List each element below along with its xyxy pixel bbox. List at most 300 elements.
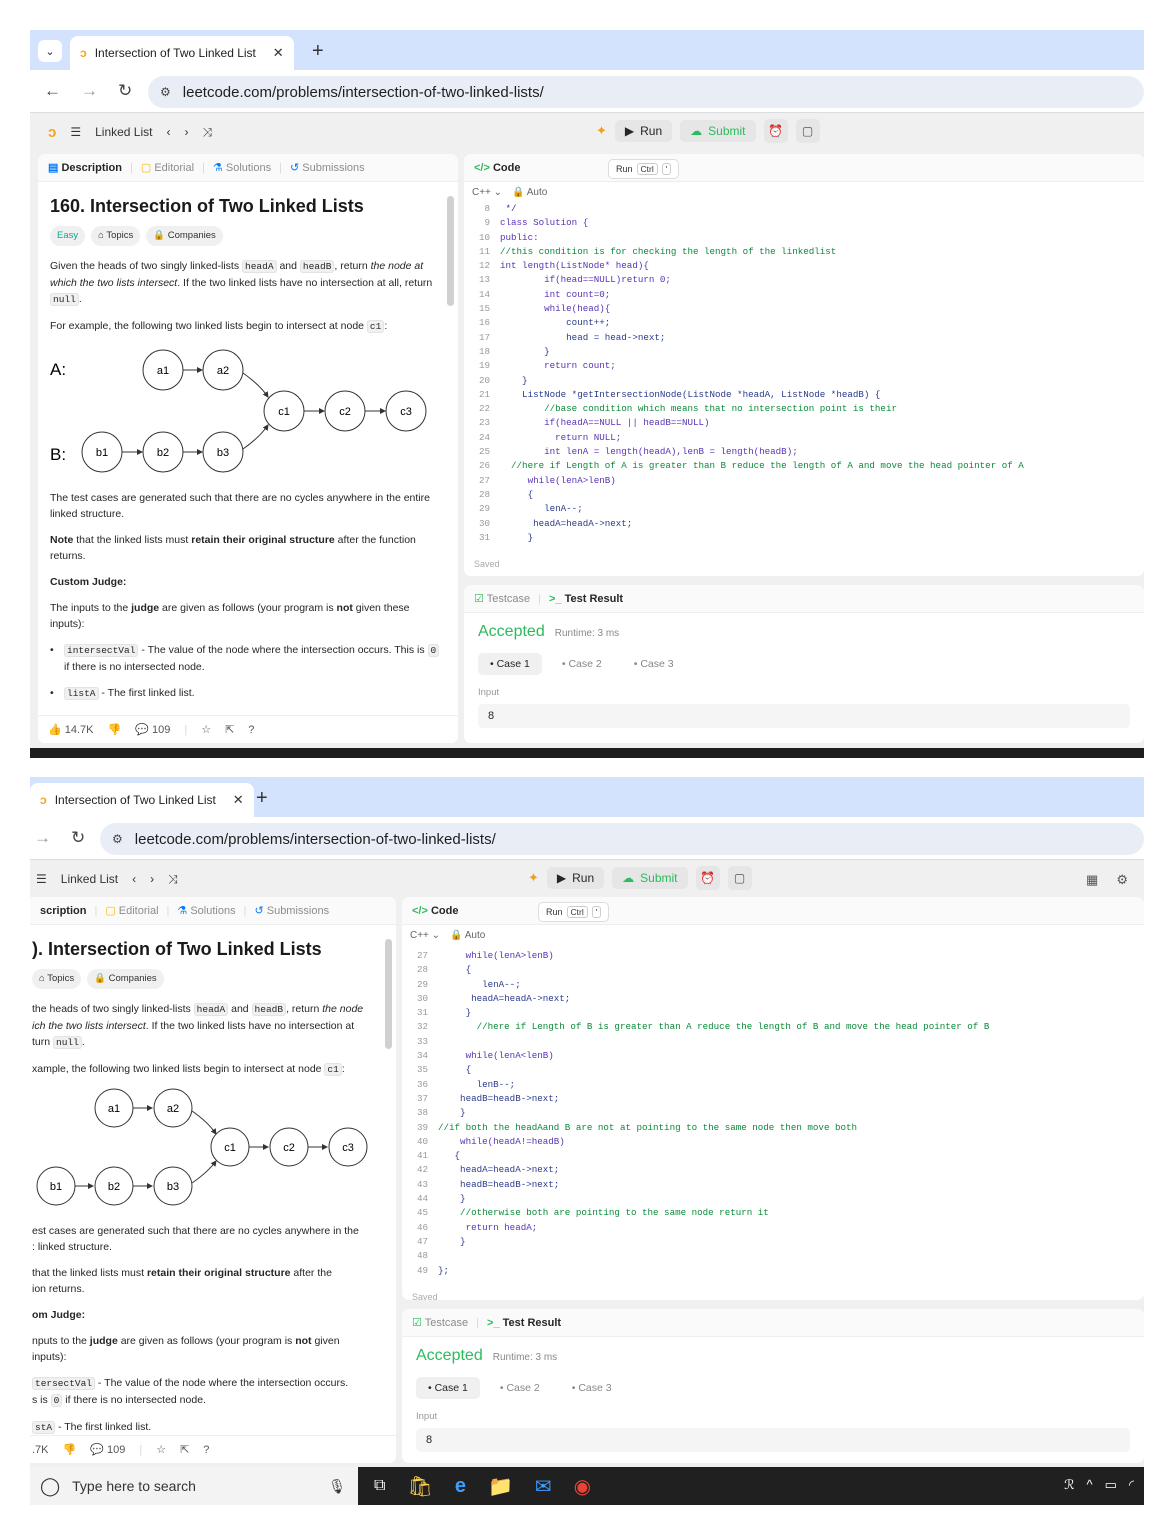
code-line: [464, 345, 1144, 359]
back-arrow-icon[interactable]: ←: [44, 81, 61, 100]
code-editor[interactable]: [402, 949, 1144, 1278]
saved-status: Saved: [412, 1291, 438, 1300]
test-result-panel: [402, 1309, 1144, 1463]
code-line: [464, 273, 1144, 287]
star-icon[interactable]: ☆: [156, 1444, 167, 1456]
code-line: [402, 1163, 1144, 1177]
like-button[interactable]: .7K: [32, 1443, 49, 1456]
line-number: 38: [416, 1107, 428, 1119]
tab-test-result[interactable]: >_ Test Result: [549, 592, 624, 605]
line-number: 12: [478, 260, 490, 272]
line-number: 29: [478, 503, 490, 515]
code-line: [402, 1049, 1144, 1063]
comments-button[interactable]: 💬 109: [135, 724, 171, 736]
node-a1: a1: [107, 1103, 121, 1115]
code-line: [402, 1092, 1144, 1106]
auto-mode[interactable]: 🔒 Auto: [512, 186, 548, 198]
topics-badge[interactable]: ⌂ Topics: [32, 969, 81, 989]
code-line: [402, 1006, 1144, 1020]
code-text: int count=0;: [500, 288, 611, 300]
code-panel: [464, 154, 1144, 576]
browser-tab-strip: [30, 30, 1144, 70]
shuffle-icon[interactable]: ⤨: [202, 124, 213, 139]
mail-icon[interactable]: ✉: [534, 1475, 552, 1498]
tab-solutions[interactable]: ⚗ Solutions: [177, 905, 236, 917]
problem-list-icon: ☰: [70, 125, 82, 139]
label-a: A:: [50, 360, 67, 379]
site-settings-icon[interactable]: ⚙: [160, 85, 171, 99]
diagram-svg: [50, 345, 446, 485]
code-line: [464, 302, 1144, 316]
shuffle-icon[interactable]: ⤨: [168, 871, 178, 886]
code-text: head = head->next;: [500, 331, 666, 343]
code-line: [402, 1063, 1144, 1077]
taskbar-strip: [30, 748, 1144, 758]
problem-badges: [32, 969, 394, 989]
input-value: 8: [416, 1428, 1130, 1452]
line-number: 25: [478, 446, 490, 458]
line-number: 48: [416, 1250, 428, 1262]
file-explorer-icon[interactable]: 📁: [487, 1475, 513, 1498]
code-text: while(lenA>lenB): [500, 474, 616, 486]
line-number: 30: [416, 992, 428, 1004]
code-text: class Solution {: [500, 217, 589, 229]
judge-intro-line: nputs to the judge are given as follows (your program is not given: [32, 1335, 340, 1347]
linked-list-diagram: [32, 1088, 394, 1223]
language-select[interactable]: C++ ⌄: [410, 929, 441, 941]
code-text: lenB--;: [438, 1078, 516, 1090]
description-body: [30, 925, 396, 1456]
code-tab[interactable]: </> Code: [412, 904, 459, 917]
code-editor[interactable]: [464, 202, 1144, 545]
chrome-icon[interactable]: ◉: [573, 1475, 592, 1498]
line-number: 22: [478, 403, 490, 415]
run-shortcut-tooltip: Run Ctrl ': [538, 902, 609, 922]
code-line: [402, 1264, 1144, 1278]
cycles-note: The test cases are generated such that there are no cycles anywhere in the entire linked structure.: [50, 492, 430, 520]
code-line: [464, 502, 1144, 516]
judge-inputs-list: [50, 642, 446, 702]
code-text: headB=headB->next;: [438, 1178, 560, 1190]
code-text: //if both the headAand B are not at pointing to the same node then move both: [438, 1121, 858, 1133]
taskbar-apps: [374, 1474, 591, 1499]
code-text: while(head){: [500, 303, 611, 315]
code-panel: [402, 897, 1144, 1300]
play-icon: ▶: [556, 871, 567, 885]
tab-editorial[interactable]: ▢ Editorial: [140, 162, 195, 174]
line-number: 10: [478, 231, 490, 243]
code-line: [464, 259, 1144, 273]
code-text: }: [438, 1007, 472, 1019]
node-a2: a2: [166, 1103, 180, 1115]
dislike-icon[interactable]: 👎: [62, 1444, 77, 1456]
prev-problem-icon[interactable]: ‹: [132, 872, 137, 886]
code-line: [402, 1035, 1144, 1049]
language-row: [464, 182, 1144, 202]
line-number: 11: [478, 245, 490, 257]
comments-button[interactable]: 💬 109: [90, 1444, 126, 1456]
description-footer: 👍 14.7K 👎 💬 109 | ☆ ⇱ ?: [38, 715, 458, 743]
battery-icon[interactable]: ▭: [1104, 1477, 1117, 1492]
url-text: leetcode.com/problems/intersection-of-two-linked-lists/: [134, 830, 496, 848]
site-settings-icon[interactable]: ⚙: [112, 832, 123, 846]
code-line: [402, 1178, 1144, 1192]
companies-badge[interactable]: 🔒 Companies: [146, 226, 223, 246]
leetcode-toolbar: [30, 860, 1144, 898]
next-problem-icon[interactable]: ›: [184, 125, 189, 139]
forward-arrow-icon[interactable]: →: [34, 828, 51, 847]
reload-icon[interactable]: ↻: [71, 828, 86, 847]
input-value: 8: [478, 704, 1130, 728]
debug-icon[interactable]: ✦: [528, 870, 539, 885]
help-icon[interactable]: ?: [203, 1443, 210, 1456]
line-number: 26: [478, 460, 490, 472]
code-text: }: [438, 1107, 466, 1119]
test-result-panel: [464, 585, 1144, 743]
list-item: tersectVal - The value of the node where the intersection occurs.: [32, 1375, 394, 1392]
case-tab-1[interactable]: • Case 1: [416, 1377, 480, 1399]
code-text: }: [438, 1235, 466, 1247]
next-problem-icon[interactable]: ›: [150, 872, 155, 886]
code-line: [402, 1106, 1144, 1120]
runtime-label: Runtime: 3 ms: [492, 1352, 558, 1363]
language-row: [402, 925, 1144, 945]
input-label: Input: [416, 1411, 438, 1422]
code-text: }: [438, 1193, 466, 1205]
tab-title: Intersection of Two Linked List: [54, 793, 216, 807]
line-number: 39: [416, 1121, 428, 1133]
description-tabs: ▤ Description | ▢ Editorial | ⚗ Solutions | ↺ Submissions: [38, 154, 458, 182]
line-number: 31: [478, 531, 490, 543]
debug-icon[interactable]: ✦: [596, 123, 607, 138]
windows-taskbar: [30, 1467, 1144, 1505]
toolbar-center: [596, 119, 820, 143]
new-tab-button[interactable]: +: [256, 787, 268, 809]
line-number: 45: [416, 1207, 428, 1219]
tab-close-icon[interactable]: ✕: [232, 792, 244, 807]
code-line: [464, 445, 1144, 459]
cloud-upload-icon: ☁: [622, 871, 635, 885]
description-scrollbar[interactable]: [385, 939, 392, 1049]
list-item: • listA - The first linked list.: [50, 685, 446, 702]
case-tab-1[interactable]: • Case 1: [478, 653, 542, 675]
star-icon[interactable]: ☆: [201, 724, 212, 736]
code-text: }: [500, 345, 550, 357]
timer-icon[interactable]: ⏰: [764, 119, 788, 143]
code-panel-header: [402, 897, 1144, 925]
nav-buttons: [44, 81, 132, 101]
edge-icon[interactable]: e: [454, 1474, 466, 1497]
judge-intro-line: inputs):: [32, 1351, 67, 1363]
code-line: [464, 402, 1144, 416]
code-text: */: [500, 203, 517, 214]
node-c3: c3: [400, 406, 412, 418]
line-number: 16: [478, 317, 490, 329]
settings-icon[interactable]: ⚙: [1116, 872, 1128, 887]
url-text: leetcode.com/problems/intersection-of-two-linked-lists/: [182, 83, 544, 101]
judge-intro: The inputs to the judge are given as follows (your program is not given these inputs):: [50, 602, 410, 630]
label-b: B:: [50, 445, 67, 464]
forward-arrow-icon[interactable]: →: [81, 81, 98, 100]
line-number: 37: [416, 1092, 428, 1104]
code-line: [402, 1249, 1144, 1263]
run-label: Run: [572, 871, 595, 885]
line-number: 19: [478, 360, 490, 372]
dislike-icon[interactable]: 👎: [107, 724, 122, 736]
custom-judge-heading: om Judge:: [32, 1309, 86, 1321]
topics-badge[interactable]: ⌂ Topics: [91, 226, 140, 246]
code-line: [402, 978, 1144, 992]
run-button[interactable]: [615, 120, 672, 142]
auto-mode[interactable]: 🔒 Auto: [450, 929, 486, 941]
line-number: 17: [478, 331, 490, 343]
line-number: 36: [416, 1078, 428, 1090]
run-button[interactable]: [547, 867, 604, 889]
cycles-note-line: : linked structure.: [32, 1241, 112, 1253]
tab-solutions[interactable]: ⚗ Solutions: [212, 162, 272, 174]
node-a1: a1: [156, 365, 170, 377]
node-b2: b2: [107, 1181, 121, 1193]
problem-title: 160. Intersection of Two Linked Lists: [50, 196, 364, 216]
problem-list-label[interactable]: Linked List: [95, 125, 153, 139]
linked-list-diagram: [50, 345, 446, 490]
code-line: [402, 992, 1144, 1006]
run-label: Run: [640, 124, 663, 138]
code-line: [464, 459, 1144, 473]
accepted-label: Accepted: [478, 623, 545, 640]
list-item: stA - The first linked list.: [32, 1419, 394, 1436]
browser-tab[interactable]: [30, 783, 254, 817]
node-b3: b3: [166, 1181, 180, 1193]
list-item: • intersectVal - The value of the node where the intersection occurs. This is 0 if there is no intersected node.: [50, 642, 446, 675]
code-line: [464, 416, 1144, 430]
code-text: count++;: [500, 317, 611, 329]
people-icon[interactable]: ℛ: [1064, 1477, 1075, 1492]
share-icon[interactable]: ⇱: [225, 724, 235, 736]
leetcode-logo-icon: ↄ: [40, 793, 47, 807]
tray-chevron-icon[interactable]: ^: [1086, 1477, 1093, 1492]
code-text: //here if Length of A is greater than B reduce the length of A and move the head pointer of A: [500, 460, 1024, 472]
notes-icon[interactable]: ▢: [796, 119, 820, 143]
tab-search-chevron-icon[interactable]: ⌄: [38, 40, 62, 62]
node-b3: b3: [216, 447, 230, 459]
cycles-note-line: est cases are generated such that there are no cycles anywhere in the: [32, 1225, 359, 1237]
tab-testcase[interactable]: ☑ Testcase: [412, 1317, 469, 1329]
url-field[interactable]: [148, 76, 1144, 108]
toolbar-left: [36, 872, 178, 887]
line-number: 15: [478, 303, 490, 315]
code-line: [402, 1221, 1144, 1235]
code-line: [402, 963, 1144, 977]
tab-submissions[interactable]: ↺ Submissions: [254, 905, 330, 917]
line-number: 42: [416, 1164, 428, 1176]
play-icon: ▶: [624, 124, 635, 138]
tab-title: Intersection of Two Linked List: [94, 46, 256, 60]
tab-test-result[interactable]: >_ Test Result: [487, 1316, 562, 1329]
problem-list-icon: ☰: [36, 872, 47, 886]
code-text: headA=headA->next;: [500, 517, 633, 529]
node-b1: b1: [95, 447, 109, 459]
line-number: 23: [478, 417, 490, 429]
case-tab-2[interactable]: • Case 2: [561, 658, 602, 670]
line-number: 9: [484, 217, 490, 229]
line-number: 28: [416, 964, 428, 976]
code-text: {: [438, 1150, 461, 1162]
code-text: return count;: [500, 360, 616, 372]
code-text: return NULL;: [500, 431, 622, 443]
tab-description[interactable]: ▤ Description: [48, 162, 122, 174]
code-text: while(lenA<lenB): [438, 1050, 554, 1062]
reload-icon[interactable]: ↻: [118, 81, 133, 100]
case-tabs: [416, 1377, 1130, 1399]
tab-editorial[interactable]: ▢ Editorial: [105, 905, 159, 917]
line-number: 35: [416, 1064, 428, 1076]
problem-statement: Given the heads of two singly linked-lists headA and headB , return the node at which the two lists intersect. If the two linked lists have no intersection at all, return null .: [50, 260, 433, 305]
prev-problem-icon[interactable]: ‹: [166, 125, 171, 139]
toolbar-left: [48, 124, 212, 141]
notes-icon[interactable]: ▢: [728, 866, 752, 890]
code-text: if(head==NULL)return 0;: [500, 274, 671, 286]
problem-statement-line: turn null .: [32, 1036, 85, 1048]
tab-close-icon[interactable]: ✕: [272, 45, 284, 60]
line-number: 31: [416, 1007, 428, 1019]
tab-testcase[interactable]: ☑ Testcase: [474, 593, 531, 605]
diagram-svg: [32, 1088, 392, 1218]
new-tab-button[interactable]: +: [312, 40, 324, 62]
timer-icon[interactable]: ⏰: [696, 866, 720, 890]
taskbar-search[interactable]: [30, 1467, 358, 1505]
code-text: if(headA==NULL || headB==NULL): [500, 417, 710, 429]
code-text: return headA;: [438, 1221, 538, 1233]
task-view-icon[interactable]: ⧉: [374, 1477, 386, 1494]
code-line: [464, 231, 1144, 245]
tab-description[interactable]: scription: [40, 904, 87, 917]
line-number: 44: [416, 1193, 428, 1205]
language-select[interactable]: C++ ⌄: [472, 186, 503, 198]
code-line: [402, 1149, 1144, 1163]
screenshot-top: [30, 30, 1144, 758]
code-text: //here if Length of B is greater than A reduce the length of B and move the head pointer of B: [438, 1021, 990, 1033]
leetcode-logo-icon[interactable]: ↄ: [48, 123, 57, 141]
line-number: 30: [478, 517, 490, 529]
difficulty-badge: Easy: [50, 226, 85, 246]
code-text: headA=headA->next;: [438, 1164, 560, 1176]
code-text: {: [500, 488, 534, 500]
node-b1: b1: [49, 1181, 63, 1193]
wifi-icon[interactable]: ◜: [1128, 1477, 1134, 1492]
cloud-upload-icon: ☁: [690, 124, 703, 138]
structure-note: Note that the linked lists must retain their original structure after the function returns.: [50, 534, 416, 562]
code-line: [464, 288, 1144, 302]
result-status: [416, 1347, 1130, 1365]
code-text: headA=headA->next;: [438, 992, 571, 1004]
problem-list-label[interactable]: Linked List: [60, 872, 119, 886]
line-number: 29: [416, 978, 428, 990]
code-line: [464, 517, 1144, 531]
node-c1: c1: [278, 406, 290, 418]
result-body: [402, 1337, 1144, 1462]
list-item: s is 0 if there is no intersected node.: [32, 1394, 206, 1406]
leetcode-toolbar: [30, 113, 1144, 151]
code-line: [464, 245, 1144, 259]
share-icon[interactable]: ⇱: [180, 1444, 190, 1456]
case-tab-2[interactable]: • Case 2: [499, 1382, 540, 1394]
code-text: int length(ListNode* head){: [500, 260, 649, 272]
code-text: //this condition is for checking the length of the linkedlist: [500, 245, 837, 257]
store-icon[interactable]: 🛍: [407, 1475, 433, 1498]
microphone-icon[interactable]: 🎙: [328, 1477, 346, 1494]
problem-statement-line: the heads of two singly linked-lists headA and headB , return the node: [32, 1003, 364, 1015]
code-line: [464, 359, 1144, 373]
line-number: 32: [416, 1021, 428, 1033]
nav-buttons: [34, 828, 85, 848]
line-number: 33: [416, 1035, 428, 1047]
submit-button[interactable]: [612, 867, 687, 889]
code-line: [464, 474, 1144, 488]
case-tab-3[interactable]: • Case 3: [571, 1382, 612, 1394]
example-intro: For example, the following two linked lists begin to intersect at node c1 :: [50, 320, 388, 332]
submit-label: Submit: [640, 871, 678, 885]
description-panel: [30, 897, 396, 1463]
code-text: ListNode *getIntersectionNode(ListNode *headA, ListNode *headB) {: [500, 388, 881, 400]
structure-note-line: that the linked lists must retain their original structure after the: [32, 1267, 332, 1279]
description-scrollbar[interactable]: [447, 196, 454, 306]
code-text: }: [500, 374, 528, 386]
code-line: [464, 216, 1144, 230]
code-line: [464, 531, 1144, 545]
node-c1: c1: [224, 1142, 236, 1154]
saved-status: Saved: [474, 559, 500, 570]
tab-submissions[interactable]: ↺ Submissions: [289, 162, 365, 174]
code-line: [402, 1078, 1144, 1092]
code-line: [464, 374, 1144, 388]
node-c3: c3: [342, 1142, 354, 1154]
result-tabs: ☑ Testcase | >_ Test Result: [402, 1309, 1144, 1337]
submit-button[interactable]: [680, 120, 755, 142]
code-line: [464, 488, 1144, 502]
code-line: [464, 331, 1144, 345]
submit-label: Submit: [708, 124, 746, 138]
code-line: [464, 316, 1144, 330]
code-text: while(lenA>lenB): [438, 950, 554, 961]
node-b2: b2: [156, 447, 170, 459]
case-tab-3[interactable]: • Case 3: [633, 658, 674, 670]
screenshot-bottom: [30, 777, 1144, 1505]
code-text: public:: [500, 231, 539, 243]
layout-icon[interactable]: ▦: [1086, 872, 1099, 887]
description-panel: [38, 154, 458, 743]
description-body: [38, 182, 458, 722]
input-label: Input: [478, 687, 500, 698]
help-icon[interactable]: ?: [248, 723, 255, 736]
line-number: 8: [484, 203, 490, 214]
companies-badge[interactable]: 🔒 Companies: [87, 969, 164, 989]
code-line: [464, 431, 1144, 445]
like-button[interactable]: 👍 14.7K: [48, 724, 94, 736]
code-text: };: [438, 1264, 450, 1276]
runtime-label: Runtime: 3 ms: [554, 628, 620, 639]
browser-tab[interactable]: [70, 36, 294, 70]
code-line: [402, 1020, 1144, 1034]
code-tab[interactable]: </> Code: [474, 161, 521, 174]
line-number: 41: [416, 1150, 428, 1162]
line-number: 40: [416, 1135, 428, 1147]
line-number: 27: [478, 474, 490, 486]
url-field[interactable]: [100, 823, 1144, 855]
code-text: while(headA!=headB): [438, 1135, 565, 1147]
node-a2: a2: [216, 365, 230, 377]
description-tabs: scription | ▢ Editorial | ⚗ Solutions | ↺ Submissions: [30, 897, 396, 925]
